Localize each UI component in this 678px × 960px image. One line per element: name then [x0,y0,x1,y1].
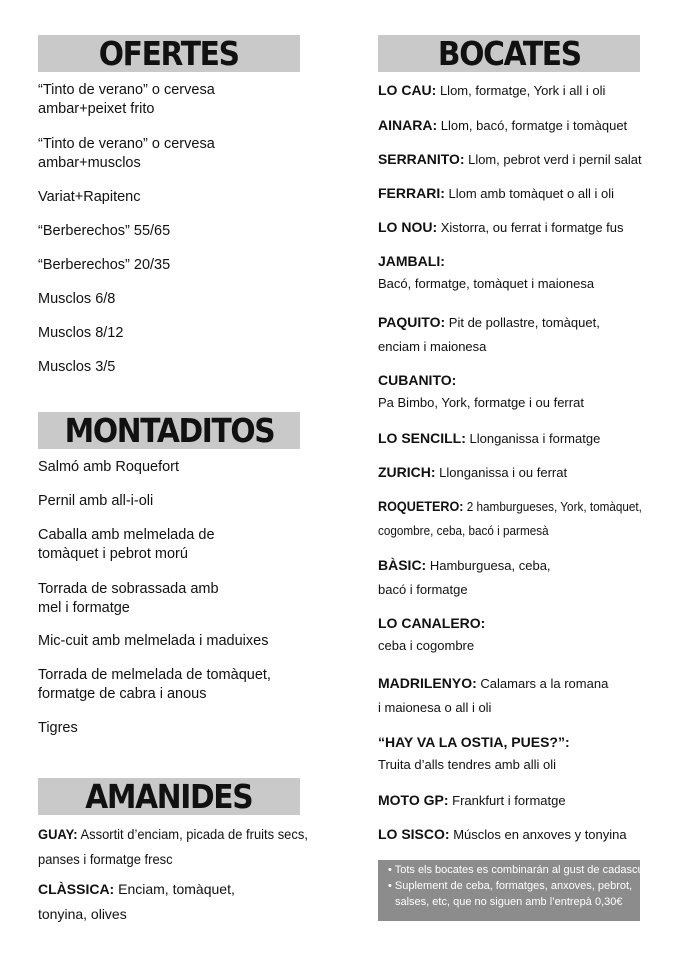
bocates-item: LO SENCILL: Llonganissa i formatge [378,430,601,446]
note-line: salses, etc, que no siguen amb l’entrepà 0,30€ [395,896,623,908]
ofertes-title: OFERTES [99,34,239,73]
ofertes-item: Musclos 6/8 [38,291,116,307]
note-line: • Tots els bocates es combinarán al gust de cadascú. [388,864,647,876]
montaditos-item: Tigres [38,720,78,736]
bocates-item: SERRANITO: Llom, pebrot verd i pernil salat [378,151,642,167]
bocates-item: ROQUETERO: 2 hamburgueses, York, tomàquet, cogombre, ceba, bacó i parmesà [378,498,642,538]
montaditos-item: Pernil amb all-i-oli [38,493,154,509]
montaditos-item: Mic-cuit amb melmelada i maduixes [38,633,269,649]
bocates-item: PAQUITO: Pit de pollastre, tomàquet, enciam i maionesa [378,314,600,354]
bocates-notes [378,860,647,921]
ofertes-item: “Tinto de verano” o cervesa ambar+musclos [38,136,215,171]
amanides-item: CLÀSSICA: Enciam, tomàquet, tonyina, olives [38,881,235,922]
amanides-header [38,778,300,815]
bocates-title: BOCATES [437,34,581,73]
montaditos-item: Torrada de melmelada de tomàquet, formatge de cabra i anous [38,667,271,702]
ofertes-item: “Berberechos” 55/65 [38,223,171,239]
ofertes-item: Variat+Rapitenc [38,189,141,205]
bocates-item: “HAY VA LA OSTIA, PUES?”: Truita d’alls tendres amb alli oli [378,734,570,772]
bocates-item: AINARA: Llom, bacó, formatge i tomàquet [378,117,628,133]
bocates-item: LO SISCO: Músclos en anxoves y tonyina [378,826,627,842]
bocates-item: LO CAU: Llom, formatge, York i all i oli [378,82,606,98]
montaditos-header [38,412,300,449]
bocates-item: LO NOU: Xistorra, ou ferrat i formatge fus [378,219,624,235]
bocates-item: FERRARI: Llom amb tomàquet o all i oli [378,185,614,201]
note-line: • Suplement de ceba, formatges, anxoves, pebrot, [388,880,633,892]
bocates-item: ZURICH: Llonganissa i ou ferrat [378,464,568,480]
ofertes-item: “Berberechos” 20/35 [38,257,171,273]
amanides-item: GUAY: Assortit d’enciam, picada de fruits secs, panses i formatge fresc [38,826,308,867]
montaditos-item: Salmó amb Roquefort [38,459,180,475]
amanides-title: AMANIDES [85,777,253,816]
ofertes-item: Musclos 8/12 [38,325,124,341]
bocates-item: CUBANITO: Pa Bimbo, York, formatge i ou ferrat [378,372,584,410]
bocates-item: BÀSIC: Hamburguesa, ceba, bacó i formatge [378,557,551,597]
montaditos-item: Torrada de sobrassada amb mel i formatge [38,581,219,616]
ofertes-item: Musclos 3/5 [38,359,116,375]
bocates-item: LO CANALERO: ceba i cogombre [378,615,486,653]
ofertes-item: “Tinto de verano” o cervesa ambar+peixet frito [38,82,215,117]
montaditos-item: Caballa amb melmelada de tomàquet i pebrot morú [38,527,215,562]
ofertes-header [38,35,300,72]
bocates-header [378,35,640,72]
bocates-item: JAMBALI: Bacó, formatge, tomàquet i maionesa [378,253,595,291]
bocates-item: MADRILENYO: Calamars a la romana i maionesa o all i oli [378,675,609,715]
bocates-item: MOTO GP: Frankfurt i formatge [378,792,566,808]
montaditos-title: MONTADITOS [64,411,274,450]
